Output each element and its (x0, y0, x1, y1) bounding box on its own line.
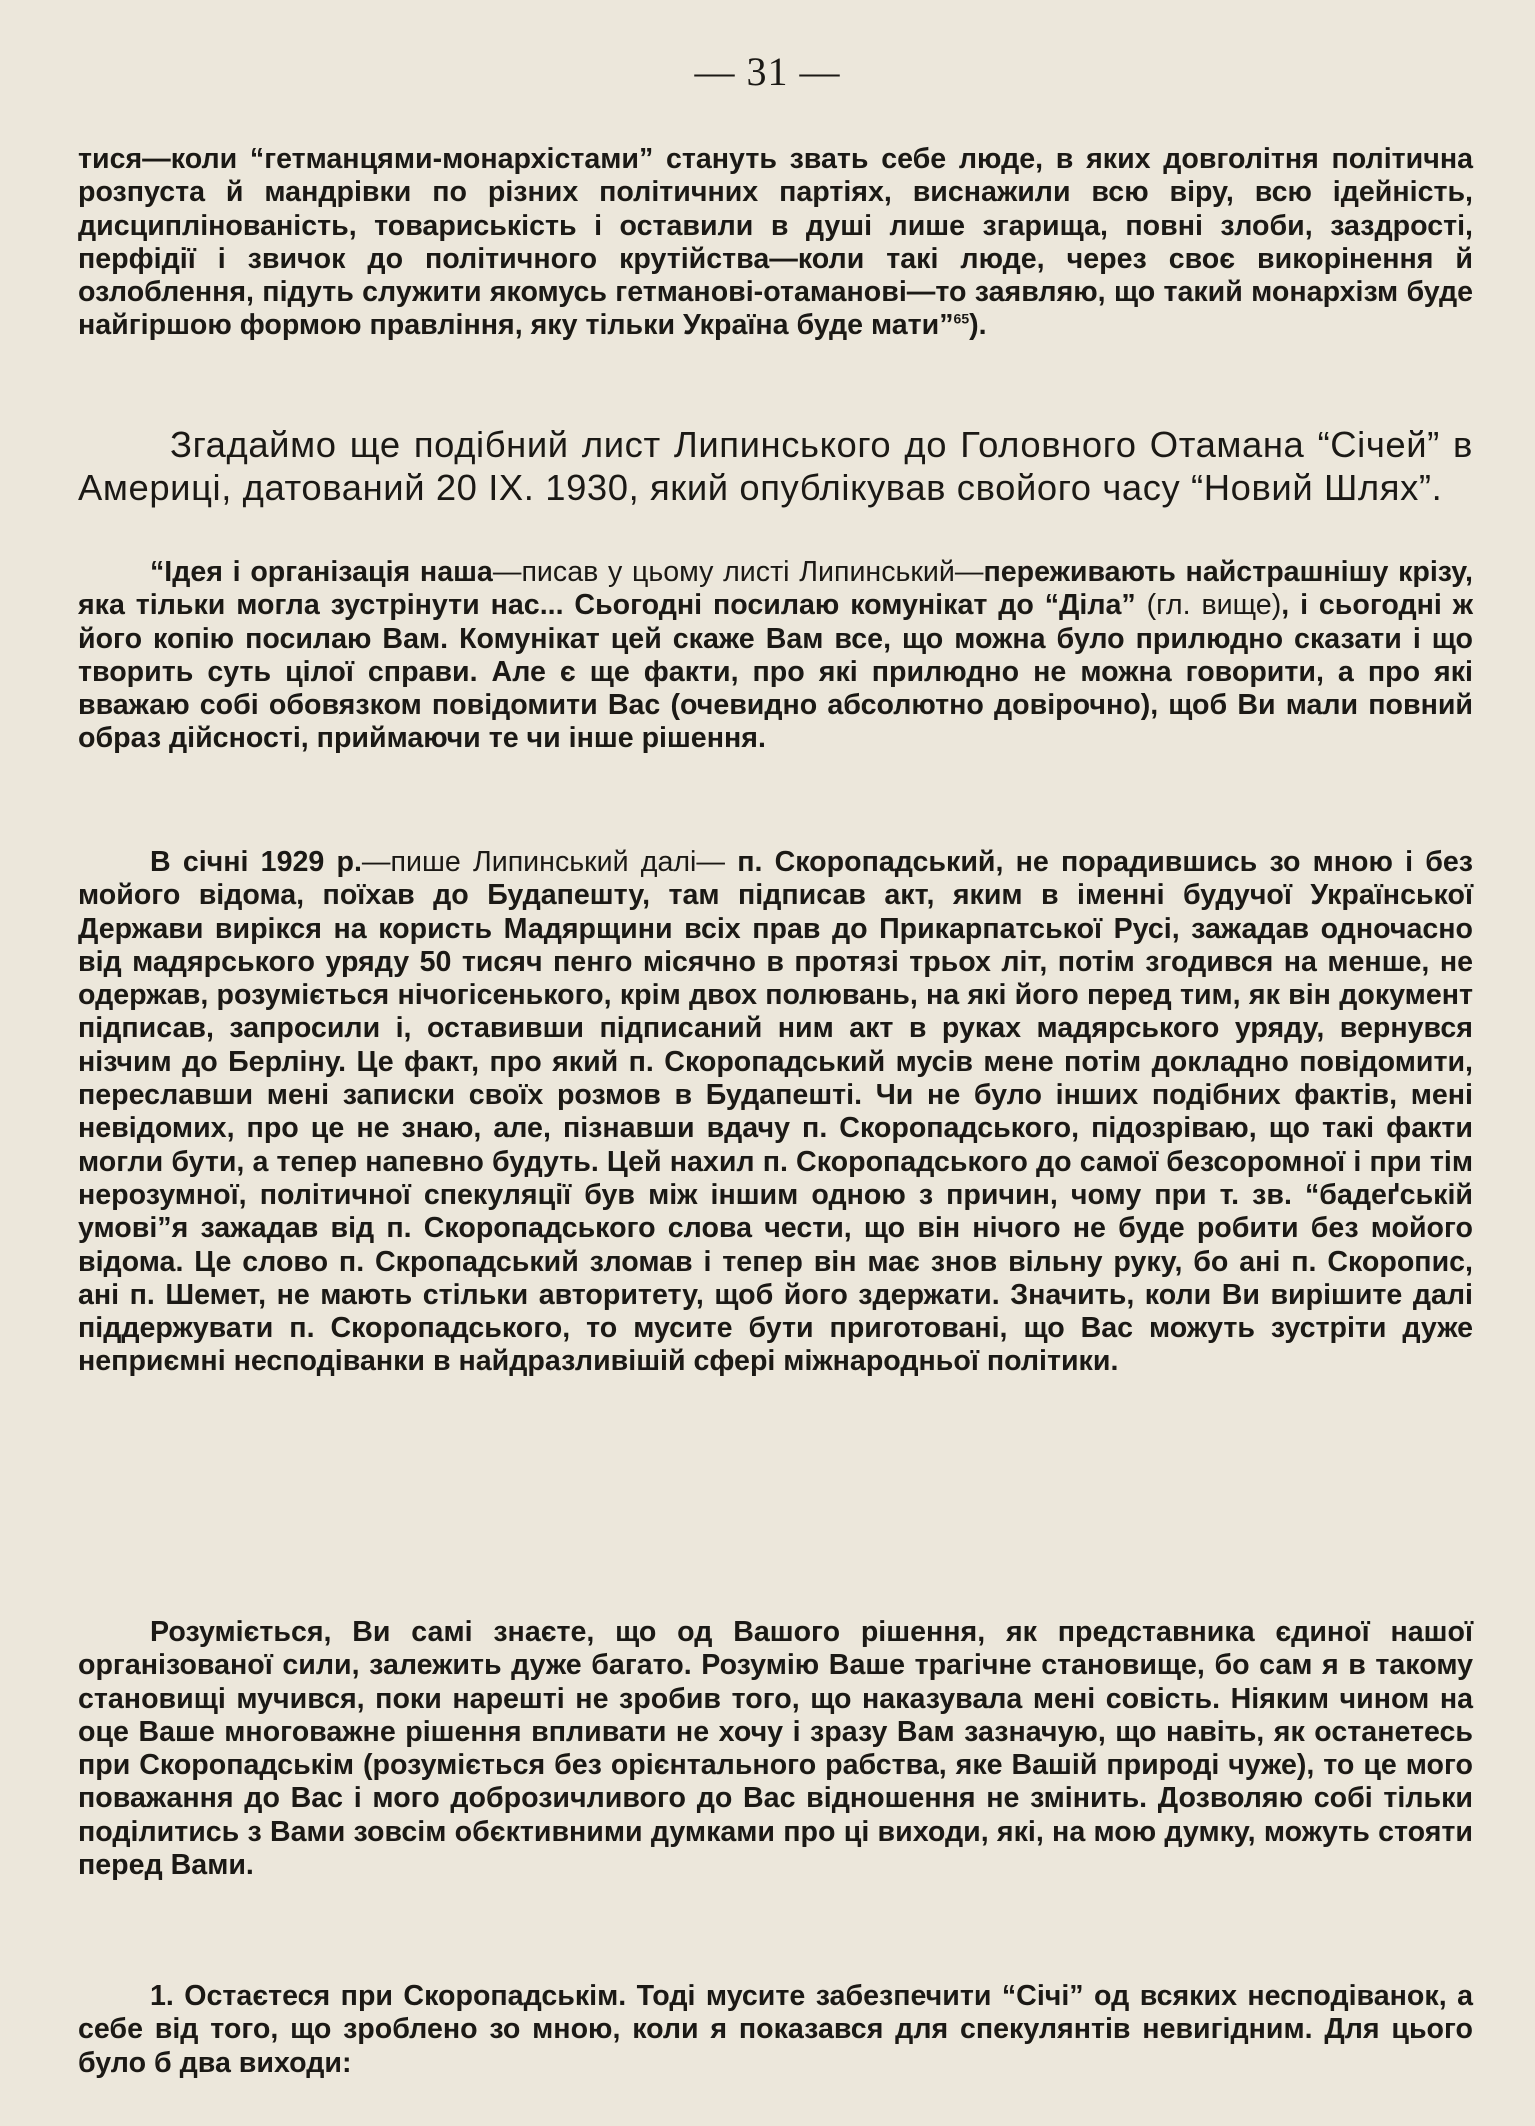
paragraph-quote-end-text: тися—коли “гетманцями-монархістами” стануть звать себе люде, в яких довголітня політична розпуста й мандрівки по різних політичних партіях, виснажили всю віру, всю ідейність, дисциплінованість, товариськість і оставили в душі лише згарища, повні злоби, заздрості, перфідії і звичок до політичного крутійства—коли такі люде, через своє викорінення й озлоблення, підуть служити якомусь гетманові-отаманові—то заявляю, що такий монархізм буде найгіршою формою правління, яку тільки Україна буде мати” (78, 143, 1473, 342)
letter-opening-text-3: , і сьогодні ж його копію посилаю Вам. Комунікат цей скаже Вам все, що можна було прилюдно сказати і що творить суть цілої справи. Але є ще факти, про які прилюдно не можна говорити, а про які вважаю собі обовязком повідомити Вас (очевидно абсолютно довірочно), щоб Ви мали повний образ дійсності, приймаючи те чи інше рішення. (78, 589, 1473, 755)
letter-opening-attribution: —писав у цьому листі Липинський— (492, 556, 984, 588)
paragraph-letter-intro: Згадаймо ще подібний лист Липинського до Головного Отамана “Січей” в Америці, датований 20 IX. 1930, який опублікував свойого часу “Новий Шлях”. (78, 424, 1473, 508)
paragraph-decision: Розуміється, Ви самі знаєте, що од Вашого рішення, як представника єдиної нашої організованої сили, залежить дуже багато. Розумію Ваше трагічне становище, бо сам я в такому становищі мучився, поки нарешті не зробив того, що наказувала мені совість. Ніяким чином на оце Ваше многоважне рішення впливати не хочу і зразу Вам зазначую, що навіть, як останетесь при Скоропадськім (розуміється без орієнтального рабства, яке Вашій природі чуже), то це мого поважання до Вас і мого доброзичливого до Вас відношення не змінить. Дозволяю собі тільки поділитись з Вами зовсім обєктивними думками про ці виходи, які, на мою думку, можуть стояти перед Вами. (78, 1616, 1473, 1882)
letter-opening-reference: (гл. вище) (1135, 589, 1282, 622)
paragraph-quote-end-close: ). (969, 309, 987, 342)
budapest-attribution: —пише Липинський далі— (361, 846, 726, 878)
paragraph-letter-opening (78, 556, 1473, 756)
paragraph-option-one: 1. Остаєтеся при Скоропадськім. Тоді мусите забезпечити “Січі” од всяких несподіванок, а себе від того, що зроблено зо мною, коли я показався для спекулянтів невигідним. Для цього було б два виходи: (78, 1980, 1473, 2079)
letter-opening-text-1: “Ідея і організація наша (150, 556, 493, 588)
paragraph-quote-end (78, 143, 1473, 343)
budapest-date: В січні 1929 р. (150, 846, 362, 878)
paragraph-budapest (78, 846, 1473, 1379)
budapest-text: п. Скоропадський, не порадившись зо мною і без мойого відома, поїхав до Будапешту, там підписав акт, яким в іменні будучої Української Держави вирікся на користь Мадярщини всіх прав до Прикарпатської Русі, зажадав одночасно від мадярського уряду 50 тисяч пенго місячно в протязі трьох літ, потім згодився на менше, не одержав, розуміється нічогісенького, крім двох полювань, на які його перед тим, як він документ підписав, запросили і, оставивши підписаний ним акт в руках мадярського уряду, вернувся нізчим до Берліну. Це факт, про який п. Скоропадський мусів мене потім докладно повідомити, переславши мені записки своїх розмов в Будапешті. Чи не було інших подібних фактів, мені невідомих, про це не знаю, але, пізнавши вдачу п. Скоропадського, підозріваю, що такі факти могли бути, а тепер напевно будуть. Цей нахил п. Скоропадського до самої безсоромної і при тім нерозумної, політичної спекуляції був між іншим одною з причин, чому при т. зв. “бадеґській умові”я зажадав від п. Скоропадського слова чести, що він нічого не буде робити без мойого відома. Це слово п. Скропадський зломав і тепер він має знов вільну руку, бо ані п. Скоропис, ані п. Шемет, не мають стільки авторитету, щоб його здержати. Значить, коли Ви вирішите далі піддержувати п. Скоропадського, то мусите бути приготовані, що Вас можуть зустріти дуже неприємні несподіванки в найдразливішій сфері міжнародньої політики. (78, 846, 1474, 1378)
letter-opening-text-2: переживають найстрашнішу крізу, яка тільки могла зустрінути нас... Сьогодні посилаю комунікат до “Діла” (78, 556, 1473, 622)
footnote-marker: 65 (953, 310, 970, 327)
page-number: — 31 — (694, 49, 841, 94)
